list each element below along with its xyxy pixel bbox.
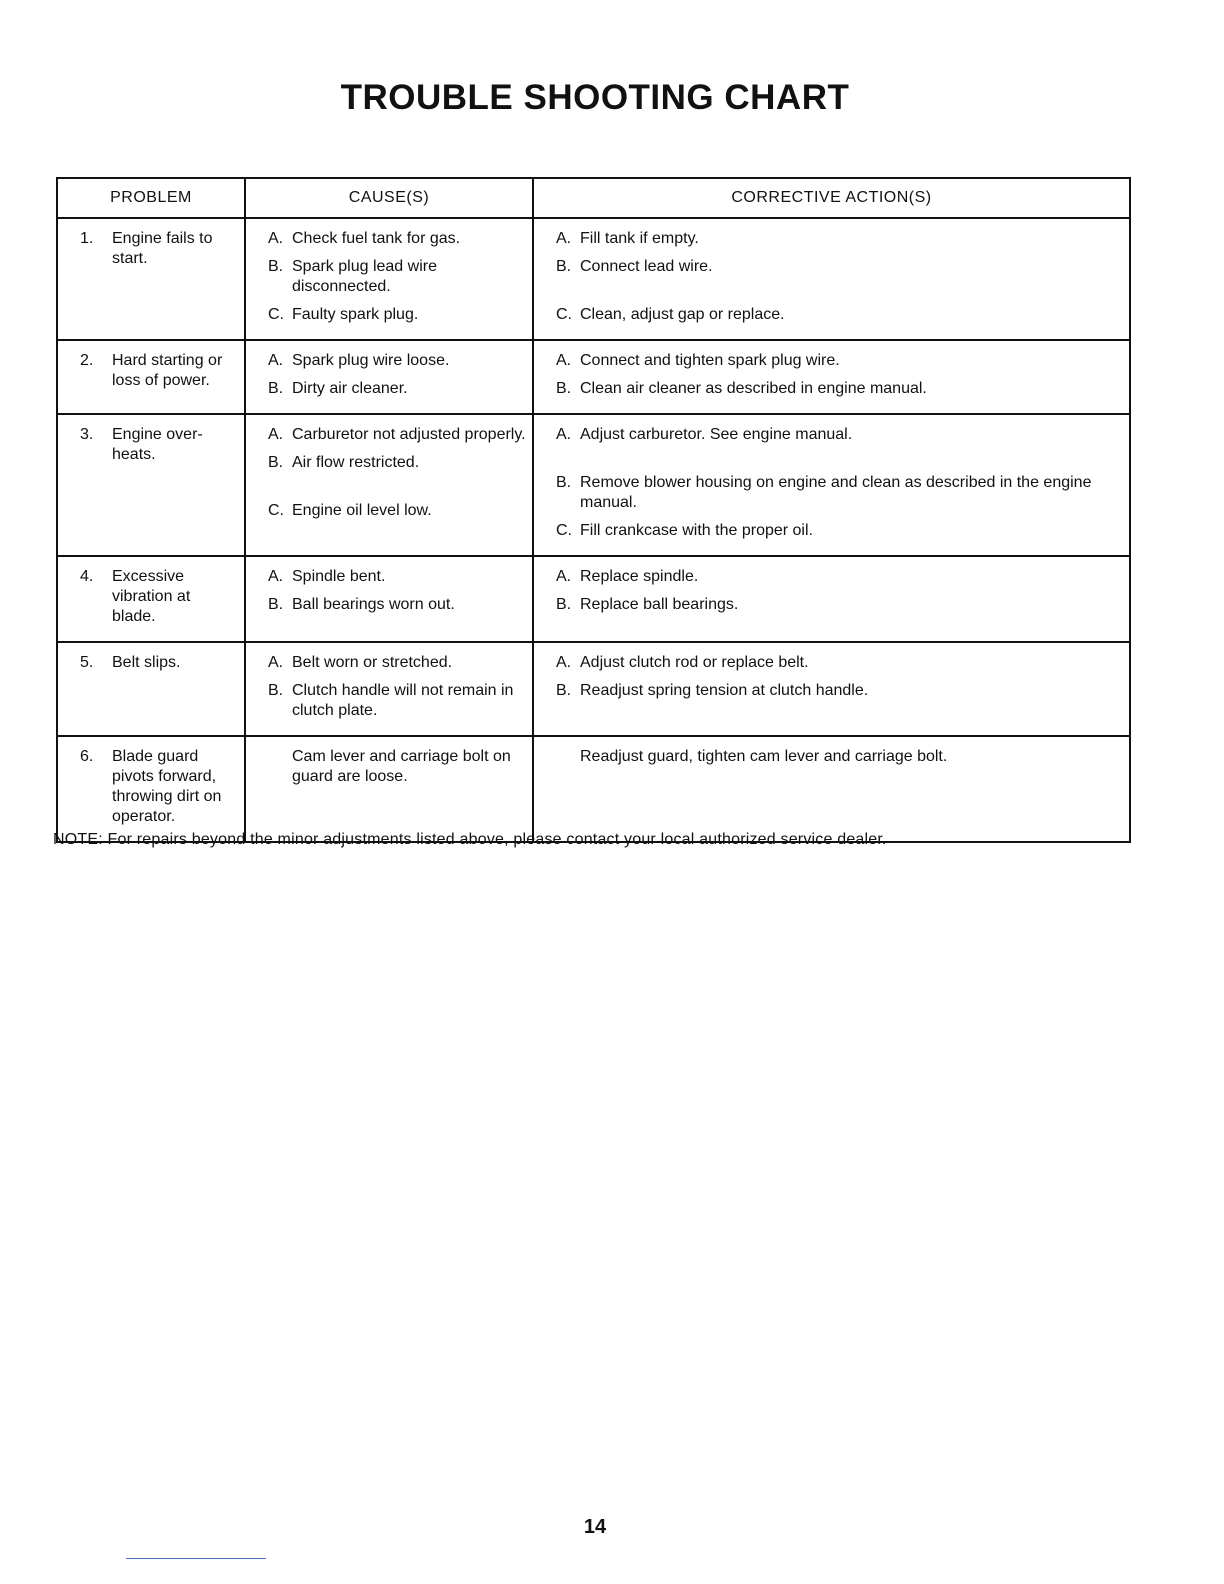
header-problem: PROBLEM <box>57 178 245 218</box>
cause-text: Dirty air cleaner. <box>292 380 408 397</box>
page-number: 14 <box>583 1516 607 1538</box>
table-header-row <box>57 178 1130 218</box>
entry-letter: C. <box>556 522 572 539</box>
action-text: Adjust clutch rod or replace belt. <box>580 654 809 671</box>
entry-letter: C. <box>556 306 572 323</box>
problem-cell <box>57 642 245 736</box>
header-causes: CAUSE(S) <box>245 178 533 218</box>
action-text: Replace spindle. <box>580 568 699 585</box>
action-entry <box>556 653 1123 673</box>
cause-entry <box>268 351 526 371</box>
entry-letter: C. <box>268 502 284 519</box>
cause-entry <box>268 229 526 249</box>
cause-text: Clutch handle will not remain in clutch plate. <box>292 682 514 719</box>
header-corrective-actions: CORRECTIVE ACTION(S) <box>533 178 1130 218</box>
problem-cell <box>57 340 245 414</box>
table-row <box>57 340 1130 414</box>
table-row <box>57 642 1130 736</box>
entry-letter: A. <box>268 230 284 247</box>
entry-letter: B. <box>556 258 572 275</box>
entry-letter: A. <box>556 230 572 247</box>
entry-letter: A. <box>268 426 284 443</box>
cause-cell <box>245 218 533 340</box>
problem-cell <box>57 414 245 556</box>
action-cell <box>533 414 1130 556</box>
cause-entry <box>268 681 526 721</box>
cause-cell <box>245 556 533 642</box>
entry-letter: A. <box>268 654 284 671</box>
action-entry <box>556 229 1123 249</box>
problem-number: 2. <box>80 352 94 369</box>
action-entry <box>556 567 1123 587</box>
cause-text: Faulty spark plug. <box>292 306 419 323</box>
action-cell <box>533 642 1130 736</box>
entry-letter: B. <box>556 380 572 397</box>
problem-number: 5. <box>80 654 94 671</box>
entry-letter: B. <box>268 682 284 699</box>
problem-number: 4. <box>80 568 94 585</box>
entry-letter: A. <box>556 352 572 369</box>
entry-letter: C. <box>268 306 284 323</box>
action-cell <box>533 556 1130 642</box>
problem-cell <box>57 218 245 340</box>
entry-letter: B. <box>268 454 284 471</box>
cause-text: Cam lever and carriage bolt on guard are loose. <box>292 748 511 785</box>
cause-entry <box>268 425 526 445</box>
action-entry <box>556 521 1123 541</box>
cause-entry <box>268 501 526 521</box>
action-text: Adjust carburetor. See engine manual. <box>580 426 853 443</box>
problem-cell <box>57 556 245 642</box>
cause-cell <box>245 340 533 414</box>
action-text: Clean, adjust gap or replace. <box>580 306 785 323</box>
cause-entry <box>268 305 526 325</box>
cause-text: Belt worn or stretched. <box>292 654 453 671</box>
entry-letter <box>556 747 580 767</box>
entry-letter: A. <box>556 568 572 585</box>
table-row <box>57 218 1130 340</box>
cause-entry <box>268 747 526 787</box>
entry-letter: B. <box>268 258 284 275</box>
cause-text: Spark plug lead wire disconnected. <box>292 258 437 295</box>
entry-letter: B. <box>556 474 572 491</box>
cause-entry <box>268 653 526 673</box>
entry-letter: B. <box>556 682 572 699</box>
action-text: Connect and tighten spark plug wire. <box>580 352 840 369</box>
problem-text: Engine over-heats. <box>112 426 203 463</box>
action-text: Readjust guard, tighten cam lever and carriage bolt. <box>580 748 948 765</box>
action-entry <box>556 425 1123 445</box>
cause-text: Engine oil level low. <box>292 502 432 519</box>
action-cell <box>533 736 1130 842</box>
cause-text: Check fuel tank for gas. <box>292 230 461 247</box>
cause-cell <box>245 736 533 842</box>
entry-letter: B. <box>268 596 284 613</box>
action-text: Remove blower housing on engine and clean as described in the engine manual. <box>580 474 1092 511</box>
cause-entry <box>268 257 526 297</box>
cause-text: Spindle bent. <box>292 568 386 585</box>
action-entry <box>556 473 1123 513</box>
entry-letter: A. <box>556 654 572 671</box>
problem-cell <box>57 736 245 842</box>
cause-text: Carburetor not adjusted properly. <box>292 426 526 443</box>
entry-letter: A. <box>268 352 284 369</box>
cause-cell <box>245 414 533 556</box>
problem-text: Belt slips. <box>112 654 181 671</box>
cause-entry <box>268 595 526 615</box>
entry-letter: B. <box>268 380 284 397</box>
problem-text: Hard starting or loss of power. <box>112 352 223 389</box>
page-title: TROUBLE SHOOTING CHART <box>340 78 850 117</box>
problem-text: Blade guard pivots forward, throwing dirt on operator. <box>112 748 222 825</box>
footer-rule <box>126 1558 266 1559</box>
action-text: Fill tank if empty. <box>580 230 699 247</box>
action-entry <box>556 257 1123 277</box>
action-text: Connect lead wire. <box>580 258 713 275</box>
problem-number: 1. <box>80 230 94 247</box>
action-text: Clean air cleaner as described in engine manual. <box>580 380 927 397</box>
cause-text: Air flow restricted. <box>292 454 420 471</box>
table-row <box>57 556 1130 642</box>
action-entry <box>556 379 1123 399</box>
problem-text: Excessive vibration at blade. <box>112 568 191 625</box>
action-entry <box>556 681 1123 701</box>
cause-text: Spark plug wire loose. <box>292 352 450 369</box>
action-entry <box>556 305 1123 325</box>
action-cell <box>533 340 1130 414</box>
trouble-shooting-table <box>56 177 1131 843</box>
cause-entry <box>268 453 526 473</box>
action-entry <box>556 595 1123 615</box>
service-note: NOTE: For repairs beyond the minor adjustments listed above, please contact your local authorized service dealer. <box>53 831 887 848</box>
cause-cell <box>245 642 533 736</box>
problem-text: Engine fails to start. <box>112 230 213 267</box>
action-text: Fill crankcase with the proper oil. <box>580 522 813 539</box>
problem-number: 6. <box>80 748 94 765</box>
action-entry <box>556 351 1123 371</box>
action-entry <box>556 747 1123 767</box>
entry-letter: B. <box>556 596 572 613</box>
table-row <box>57 736 1130 842</box>
table-row <box>57 414 1130 556</box>
entry-letter: A. <box>268 568 284 585</box>
problem-number: 3. <box>80 426 94 443</box>
cause-text: Ball bearings worn out. <box>292 596 455 613</box>
action-cell <box>533 218 1130 340</box>
entry-letter <box>268 747 292 787</box>
cause-entry <box>268 379 526 399</box>
cause-entry <box>268 567 526 587</box>
action-text: Replace ball bearings. <box>580 596 739 613</box>
action-text: Readjust spring tension at clutch handle. <box>580 682 869 699</box>
entry-letter: A. <box>556 426 572 443</box>
